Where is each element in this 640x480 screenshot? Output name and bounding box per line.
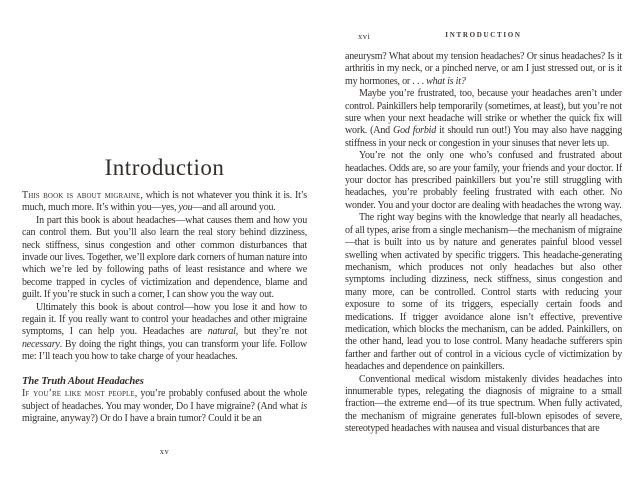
right-page-folio: xvi (358, 31, 371, 41)
body-paragraph (345, 88, 622, 150)
body-text: it should run out!) You may also have nagging stiffness in your neck or congestion in your sinuses that never lets up. (345, 125, 622, 149)
italic-text: you (178, 202, 193, 214)
left-page-folio: xv (159, 446, 170, 456)
smallcaps-text: If you’re like most people (22, 388, 135, 400)
body-paragraph (22, 190, 307, 215)
italic-text: natural (207, 326, 236, 338)
body-text: You’re not the only one who’s confused and frustrated about headaches. Odds are, so are your family, your friends and your doctor. If your doctor has prescribed painkillers but you’re still struggling with headaches, you’re probably feeling frustrated with each other. No wonder. You and your doctor are dealing with headaches the wrong way. (345, 150, 622, 211)
italic-text: God forbid (393, 125, 437, 137)
body-text: aneurysm? What about my tension headaches? Or sinus headaches? Is it arthritis in my neck, or a pinched nerve, or am I just stressed out, or is it my hormones, or . . . (345, 51, 622, 87)
body-text: In part this book is about headaches—what causes them and how you can control them. But you’ll also learn the real story behind dizziness, neck stiffness, sinus congestion and other common disturbances that invade our lives. Together, we’ll explore dark corners of human nature into which we’re led by following paths of least resistance and where we become trapped in cycles of victimization and dependence, blame and guilt. If you’re stuck in such a corner, I can show you the way out. (22, 214, 307, 301)
body-text: migraine, anyway?) Or do I have a brain tumor? Could it be an (22, 412, 262, 424)
left-page (22, 0, 307, 480)
body-text: Conventional medical wisdom mistakenly divides headaches into innumerable types, relegating the diagnosis of migraine to a small fraction—the extreme end—of its true spectrum. When fully activated, the mechanism of migraine generates full-blown episodes of severe, stereotyped headaches with nausea and visual disturbances that are (345, 373, 622, 435)
body-text: . By doing the right things, you can transform your life. Follow me: I’ll teach you how to take charge of your headaches. (22, 338, 307, 363)
body-text: The right way begins with the knowledge that nearly all headaches, of all types, arise from a single mechanism—the mechanism of migraine—that is built into us by nature and generates painful blood vessel swelling when activated by specific triggers. This headache-generating mechanism, which produces not only headaches but also other symptoms including dizziness, neck stiffness, sinus congestion and many more, can be controlled. Control starts with reducing your exposure to some of its triggers, especially certain foods and medications. If trigger avoidance alone isn’t effective, preventive medication, which blocks the mechanism, can be added. Painkillers, on the other hand, lead you to lose control. Many headache sufferers spin farther and farther out of control in a vicious cycle of victimization by headaches and dependence on painkillers. (345, 212, 622, 373)
body-text: , you’re probably confused about the whole subject of headaches. You may wonder, Do I have migraine? (And what (22, 388, 307, 412)
smallcaps-text: This book is about migraine (22, 190, 141, 201)
italic-text: necessary (22, 338, 60, 350)
right-page (345, 0, 622, 480)
body-text: —and all around you. (192, 202, 276, 214)
body-text: , which is not whatever you think it is. It’s much, much more. It’s within you—yes, (22, 190, 307, 214)
running-head (345, 31, 622, 43)
italic-text: what is it? (426, 75, 466, 87)
chapter-title: Introduction (104, 155, 225, 180)
body-paragraph (22, 302, 307, 364)
body-paragraph (345, 212, 622, 373)
right-page-body (345, 51, 622, 451)
running-head-title: INTRODUCTION (445, 31, 522, 39)
body-text: Maybe you’re frustrated, too, because your headaches aren’t under control. Painkillers help temporarily (sometimes, at least), but you’re not sure when your next headache will strike or whether the quick fix will work. (And (345, 88, 622, 137)
italic-text: is (300, 400, 307, 412)
body-paragraph (22, 215, 307, 302)
body-text: Ultimately this book is about control—how you lose it and how to regain it. If you really want to control your headaches and other migraine symptoms, I can help you. Headaches are (22, 301, 307, 338)
body-paragraph (345, 150, 622, 212)
body-paragraph (22, 388, 307, 425)
body-text: , but they’re not (235, 326, 307, 338)
left-page-body (22, 190, 307, 445)
body-paragraph (345, 51, 622, 88)
section-heading: The Truth About Headaches (22, 375, 144, 387)
body-paragraph (345, 374, 622, 436)
